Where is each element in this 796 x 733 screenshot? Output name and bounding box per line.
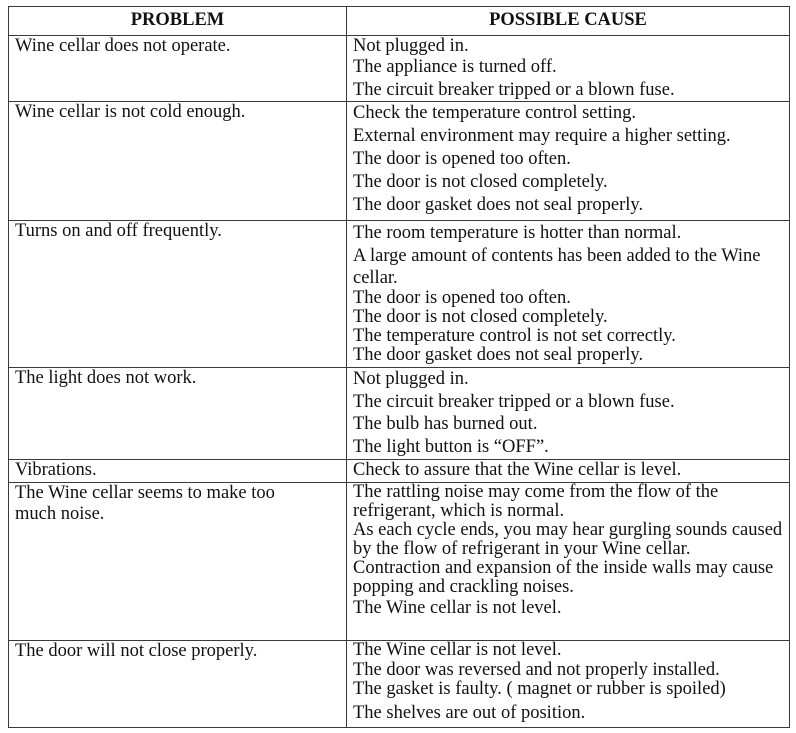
- cause-item: The appliance is turned off.: [353, 57, 557, 77]
- cause-cell: [347, 641, 790, 728]
- troubleshooting-table: [8, 6, 790, 728]
- header-row: [9, 7, 790, 36]
- cause-item: The door is not closed completely.: [353, 172, 608, 192]
- cause-item: The door gasket does not seal properly.: [353, 345, 644, 365]
- cause-cell: [347, 221, 790, 368]
- header-problem: PROBLEM: [9, 7, 347, 36]
- cause-item: The door gasket does not seal properly.: [353, 195, 644, 215]
- table-row: [9, 221, 790, 368]
- cause-item: The bulb has burned out.: [353, 414, 538, 434]
- table-row: [9, 36, 790, 102]
- cause-cell: [347, 102, 790, 221]
- problem-cell: Vibrations.: [9, 460, 347, 483]
- cause-cell: [347, 460, 790, 483]
- problem-cell: The Wine cellar seems to make too much noise.: [9, 483, 347, 641]
- cause-cell: [347, 483, 790, 641]
- cause-item: The room temperature is hotter than normal.: [353, 223, 682, 243]
- cause-item: The Wine cellar is not level.: [353, 598, 562, 618]
- table-row: [9, 102, 790, 221]
- cause-item: External environment may require a higher setting.: [353, 126, 731, 146]
- cause-item: Not plugged in.: [353, 36, 469, 56]
- header-possible-cause: POSSIBLE CAUSE: [347, 7, 790, 36]
- cause-item: The door is opened too often.: [353, 288, 571, 308]
- cause-item: A large amount of contents has been added to the Wine cellar.: [353, 246, 761, 288]
- table-row: [9, 368, 790, 460]
- table-row: [9, 483, 790, 641]
- cause-item: The door was reversed and not properly installed.: [353, 659, 720, 680]
- table-row: [9, 460, 790, 483]
- problem-cell: Wine cellar does not operate.: [9, 36, 347, 102]
- cause-item: Check the temperature control setting.: [353, 103, 637, 123]
- problem-cell: The door will not close properly.: [9, 641, 347, 728]
- cause-item: The door is opened too often.: [353, 149, 571, 169]
- cause-item: The light button is “OFF”.: [353, 436, 549, 457]
- cause-item: The circuit breaker tripped or a blown fuse.: [353, 80, 675, 100]
- cause-item: The circuit breaker tripped or a blown fuse.: [353, 391, 675, 412]
- cause-item: As each cycle ends, you may hear gurgling sounds caused by the flow of refrigerant in your Wine cellar.: [353, 520, 783, 559]
- cause-item: Check to assure that the Wine cellar is level.: [353, 460, 682, 480]
- cause-item: Not plugged in.: [353, 369, 469, 389]
- problem-cell: The light does not work.: [9, 368, 347, 460]
- cause-item: Contraction and expansion of the inside walls may cause popping and crackling noises.: [353, 558, 774, 597]
- cause-item: The door is not closed completely.: [353, 307, 608, 327]
- cause-cell: [347, 36, 790, 102]
- cause-item: The gasket is faulty. ( magnet or rubber is spoiled): [353, 679, 726, 699]
- problem-cell: Turns on and off frequently.: [9, 221, 347, 368]
- cause-item: The shelves are out of position.: [353, 702, 586, 723]
- cause-item: The Wine cellar is not level.: [353, 640, 562, 660]
- cause-item: The rattling noise may come from the flow of the refrigerant, which is normal.: [353, 482, 719, 521]
- cause-cell: [347, 368, 790, 460]
- problem-cell: Wine cellar is not cold enough.: [9, 102, 347, 221]
- cause-item: The temperature control is not set correctly.: [353, 326, 676, 346]
- table-row: [9, 641, 790, 728]
